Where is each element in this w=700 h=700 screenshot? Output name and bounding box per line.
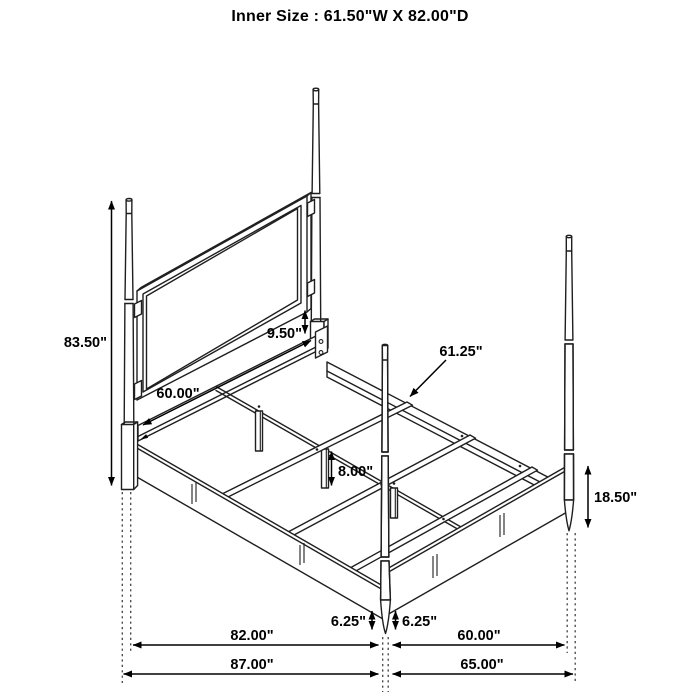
bracket: [308, 280, 315, 297]
dimension-foot-left: [331, 611, 372, 630]
dim-foot-left-label: 6.25": [330, 614, 366, 630]
dimension-slat-length: [410, 344, 483, 397]
dimension-foot-right: [396, 611, 438, 630]
dim-headboard-gap-label: 9.50": [266, 326, 302, 342]
dim-support-leg-label: 8.00": [338, 464, 374, 480]
dim-floor-width-inner-label: 60.00": [457, 628, 501, 644]
bracket: [135, 381, 142, 400]
far-side-rail: [327, 362, 566, 502]
dim-headboard-width-label: 60.00": [156, 386, 200, 402]
pencil-foot: [564, 500, 573, 531]
dimension-overall-depth: [124, 657, 379, 674]
front-footboard-post: [381, 344, 391, 633]
dim-overall-depth-label: 87.00": [230, 657, 274, 673]
pencil-foot: [381, 600, 391, 634]
corner-bracket: [316, 326, 328, 358]
page-title: Inner Size : 61.50"W X 82.00"D: [231, 8, 469, 25]
dimension-floor-width-inner: [393, 628, 565, 645]
dim-footboard-post-base-label: 18.50": [594, 490, 638, 506]
dimension-footboard-post-base: [588, 466, 637, 528]
dim-overall-width-label: 65.00": [460, 657, 504, 673]
dim-foot-right-label: 6.25": [402, 614, 438, 630]
dimension-overall-width: [393, 657, 574, 674]
dimension-post-height: [64, 201, 112, 486]
dimension-inner-depth: [133, 628, 379, 645]
dim-inner-depth-label: 82.00": [230, 628, 274, 644]
footboard-rail: [386, 466, 568, 616]
right-headboard-post: [311, 88, 329, 352]
bracket: [308, 200, 315, 217]
headboard: [135, 193, 315, 401]
left-headboard-post: [122, 199, 138, 490]
bracket: [135, 301, 142, 318]
dim-post-height-label: 83.50": [63, 335, 107, 351]
right-footboard-post: [564, 235, 573, 531]
dim-slat-length-label: 61.25": [439, 344, 483, 360]
